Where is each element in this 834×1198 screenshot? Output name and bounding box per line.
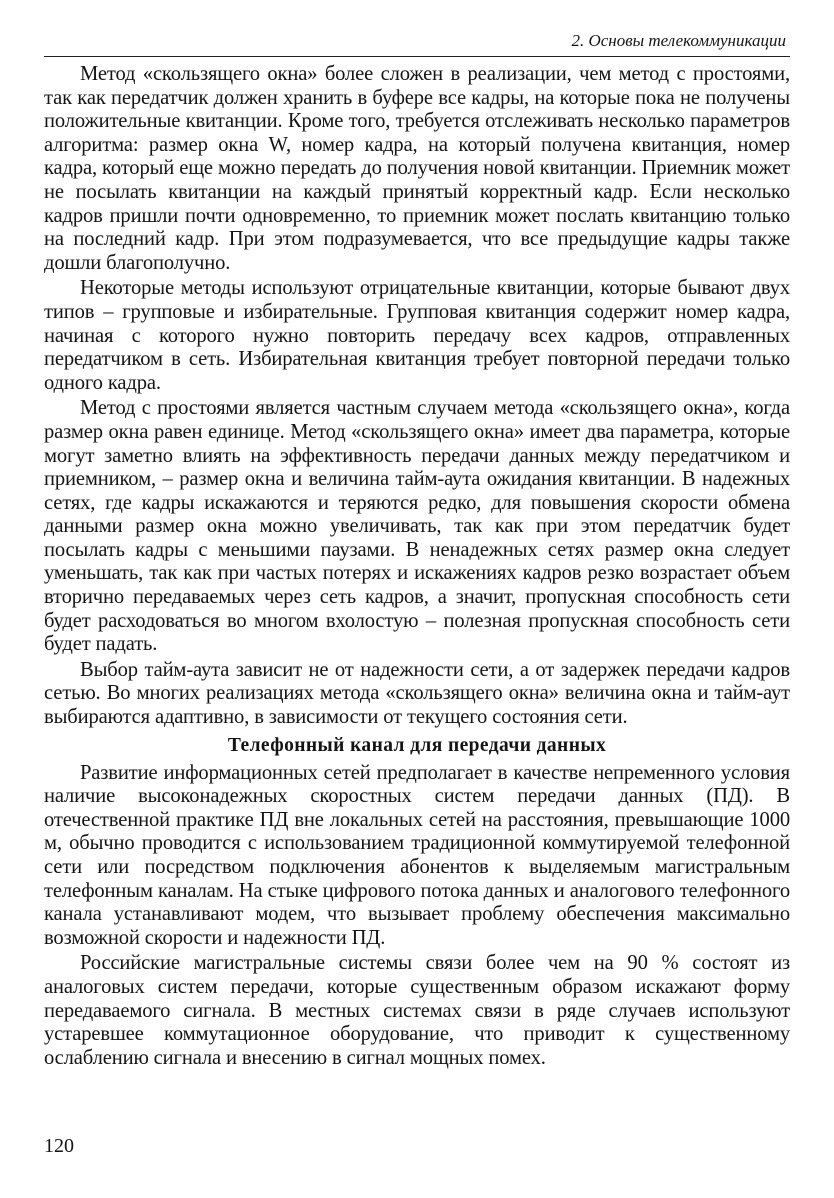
paragraph-sliding-window-complexity: Метод «скользящего окна» более сложен в реализации, чем метод с простоями, так как передатчик должен хранить в буфере все кадры, на которые пока не получены положительные квитанции. Кроме того, требуется отслеживать несколько параметров алгоритма: размер окна W, номер кадра, на который получена квитанция, номер кадра, который еще можно передать до получения новой квитанции. Приемник может не посылать квитанции на каждый принятый корректный кадр. Если несколько кадров пришли почти одновременно, то приемник может послать квитанцию только на последний кадр. При этом подразумевается, что все предыдущие кадры также дошли благополучно. xyxy=(44,63,790,274)
book-page xyxy=(44,30,790,1070)
paragraph-timeout: Выбор тайм-аута зависит не от надежности сети, а от задержек передачи кадров сетью. Во многих реализациях метода «скользящего окна» величина окна и тайм-аут выбираются адаптивно, в зависимости от текущего состояния сети. xyxy=(44,658,790,729)
header-rule xyxy=(44,56,790,57)
paragraph-window-parameters: Метод с простоями является частным случаем метода «скользящего окна», когда размер окна равен единице. Метод «скользящего окна» имеет два параметра, которые могут заметно влиять на эффективность передачи данных между передатчиком и приемником, – размер окна и величина тайм-аута ожидания квитанции. В надежных сетях, где кадры искажаются и теряются редко, для повышения скорости обмена данными размер окна можно увеличивать, так как при этом передатчик будет посылать кадры с меньшими паузами. В ненадежных сетях размер окна следует уменьшать, так как при частых потерях и искажениях кадров резко возрастает объем вторично передаваемых через сеть кадров, а значит, пропускная способность сети будет расходоваться во многом вхолостую – полезная пропускная способность сети будет падать. xyxy=(44,397,790,656)
page-number: 120 xyxy=(44,1135,74,1157)
body-text xyxy=(44,63,790,1070)
paragraph-negative-acks: Некоторые методы используют отрицательные квитанции, которые бывают двух типов – групповые и избирательные. Групповая квитанция содержит номер кадра, начиная с которого нужно повторить передачу всех кадров, отправленных передатчиком в сеть. Избирательная квитанция требует повторной передачи только одного кадра. xyxy=(44,277,790,394)
running-title: 2. Основы телекоммуникации xyxy=(571,31,786,50)
section-heading: Телефонный канал для передачи данных xyxy=(227,734,607,756)
paragraph-network-development: Развитие информационных сетей предполагает в качестве непременного условия наличие высоконадежных скоростных систем передачи данных (ПД). В отечественной практике ПД вне локальных сетей на расстояния, превышающие 1000 м, обычно проводится с использованием традиционной коммутируемой телефонной сети или посредством подключения абонентов к выделяемым магистральным телефонным каналам. На стыке цифрового потока данных и аналогового телефонного канала устанавливают модем, что вызывает проблему обеспечения максимально возможной скорости и надежности ПД. xyxy=(44,761,790,949)
paragraph-russian-trunk-systems: Российские магистральные системы связи более чем на 90 % состоят из аналоговых систем передачи, которые существенным образом искажают форму передаваемого сигнала. В местных системах связи в ряде случаев используют устаревшее коммутационное оборудование, что приводит к существенному ослаблению сигнала и внесению в сигнал мощных помех. xyxy=(44,952,790,1069)
